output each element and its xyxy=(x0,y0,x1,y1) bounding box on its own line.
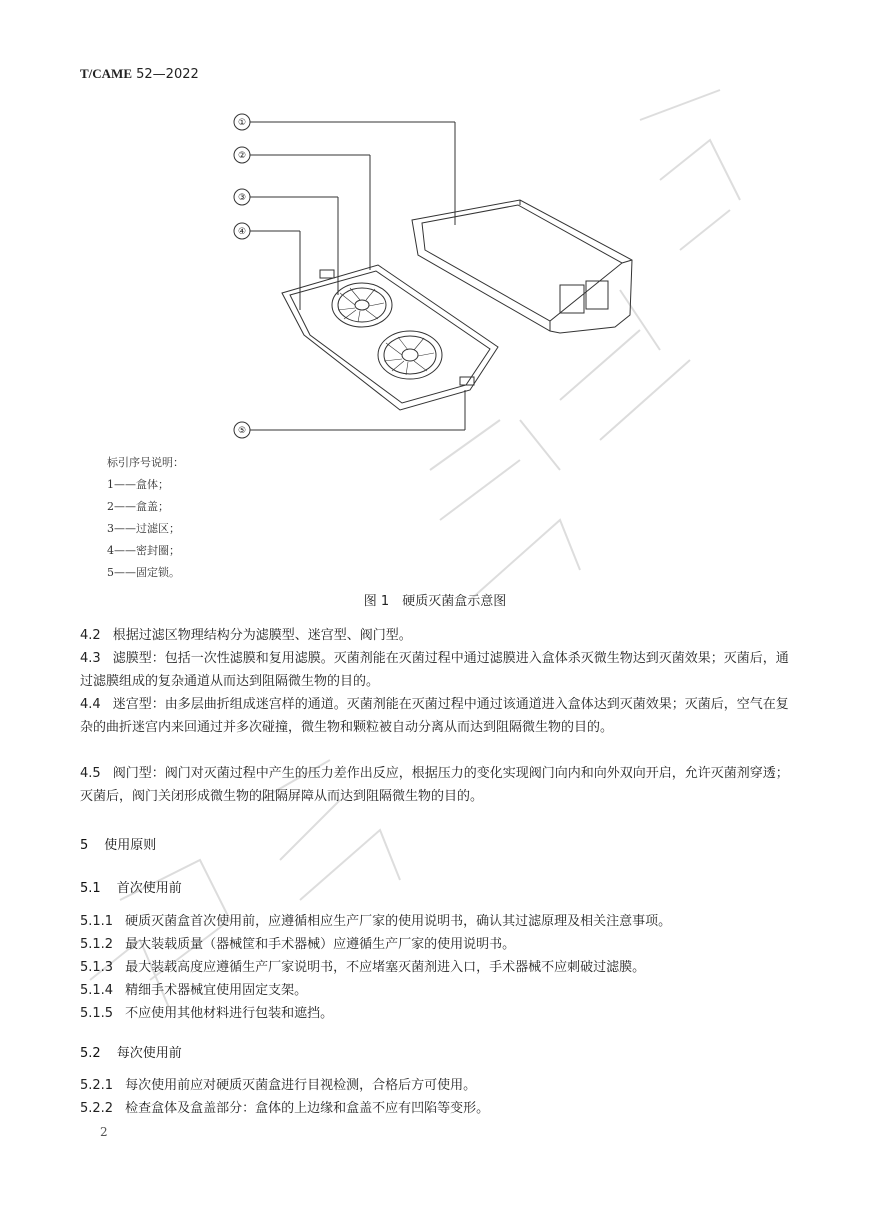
item-5-1-1 xyxy=(80,910,790,933)
item-5-1-2 xyxy=(80,933,790,956)
document-header xyxy=(80,66,199,82)
figure-legend xyxy=(107,452,184,584)
paragraph-4-4 xyxy=(80,693,790,739)
legend-item: 5——固定锁。 xyxy=(107,566,180,579)
clause-text: 阀门型：阀门对灭菌过程中产生的压力差作出反应，根据压力的变化实现阀门向内和向外双向开启，允许灭菌剂穿透；灭菌后，阀门关闭形成微生物的阻隔屏障从而达到阻隔微生物的目的。 xyxy=(80,766,789,804)
clause-text: 迷宫型：由多层曲折组成迷宫样的通道。灭菌剂能在灭菌过程中通过该通道进入盒体达到灭菌效果；灭菌后，空气在复杂的曲折迷宫内来回通过并多次碰撞，微生物和颗粒被自动分离从而达到阻隔微生物的目的。 xyxy=(80,697,789,735)
clause-text: 精细手术器械宜使用固定支架。 xyxy=(125,983,308,998)
section-number: 5 xyxy=(80,838,89,853)
section-number: 5.2 xyxy=(80,1046,101,1061)
clause-number: 5.1.5 xyxy=(80,1006,114,1021)
clause-number: 5.2.2 xyxy=(80,1101,114,1116)
item-5-2-2 xyxy=(80,1097,790,1120)
paragraph-4-5 xyxy=(80,762,790,808)
clause-text: 不应使用其他材料进行包装和遮挡。 xyxy=(125,1006,334,1021)
clause-number: 4.5 xyxy=(80,766,101,781)
section-heading-5-1 xyxy=(80,877,182,896)
callout-5: ⑤ xyxy=(237,426,247,436)
standard-code: T/CAME xyxy=(80,66,132,81)
legend-item: 2——盒盖； xyxy=(107,500,169,513)
clause-text: 检查盒体及盒盖部分：盒体的上边缘和盒盖不应有凹陷等变形。 xyxy=(125,1101,490,1116)
clause-number: 5.1.2 xyxy=(80,937,114,952)
section-heading-5 xyxy=(80,834,156,853)
clause-number: 5.1.3 xyxy=(80,960,114,975)
section-title: 使用原则 xyxy=(104,838,157,853)
item-5-1-5 xyxy=(80,1002,790,1025)
clause-number: 4.3 xyxy=(80,651,101,666)
clause-number: 4.4 xyxy=(80,697,101,712)
callout-3: ③ xyxy=(237,193,247,203)
clause-number: 5.1.1 xyxy=(80,914,114,929)
figure-caption: 图 1 硬质灭菌盒示意图 xyxy=(363,594,507,609)
clause-text: 滤膜型：包括一次性滤膜和复用滤膜。灭菌剂能在灭菌过程中通过滤膜进入盒体杀灭微生物达到灭菌效果；灭菌后，通过滤膜组成的复杂通道从而达到阻隔微生物的目的。 xyxy=(80,651,789,689)
section-title: 首次使用前 xyxy=(116,881,182,896)
item-5-1-4 xyxy=(80,979,790,1002)
section-heading-5-2 xyxy=(80,1042,182,1061)
legend-title: 标引序号说明： xyxy=(107,456,184,469)
clause-text: 根据过滤区物理结构分为滤膜型、迷宫型、阀门型。 xyxy=(112,628,412,643)
clause-number: 5.2.1 xyxy=(80,1078,114,1093)
legend-item: 1——盒体； xyxy=(107,478,169,491)
section-number: 5.1 xyxy=(80,881,101,896)
paragraph-4-3 xyxy=(80,647,790,693)
clause-text: 硬质灭菌盒首次使用前，应遵循相应生产厂家的使用说明书，确认其过滤原理及相关注意事项。 xyxy=(125,914,672,929)
section-title: 每次使用前 xyxy=(116,1046,182,1061)
sterilization-box-figure xyxy=(220,105,740,445)
clause-text: 最大装载质量（器械筐和手术器械）应遵循生产厂家的使用说明书。 xyxy=(125,937,516,952)
callout-2: ② xyxy=(237,151,247,161)
legend-item: 3——过滤区； xyxy=(107,522,180,535)
standard-number: 52—2022 xyxy=(136,67,199,82)
legend-item: 4——密封圈； xyxy=(107,544,180,557)
callout-4: ④ xyxy=(237,227,247,237)
clause-text: 最大装载高度应遵循生产厂家说明书，不应堵塞灭菌剂进入口，手术器械不应刺破过滤膜。 xyxy=(125,960,646,975)
item-5-2-1 xyxy=(80,1074,790,1097)
callout-1: ① xyxy=(237,118,247,128)
clause-text: 每次使用前应对硬质灭菌盒进行目视检测，合格后方可使用。 xyxy=(125,1078,477,1093)
item-5-1-3 xyxy=(80,956,790,979)
clause-number: 5.1.4 xyxy=(80,983,114,998)
page-number: 2 xyxy=(100,1125,108,1139)
paragraph-4-2 xyxy=(80,624,790,647)
clause-number: 4.2 xyxy=(80,628,101,643)
